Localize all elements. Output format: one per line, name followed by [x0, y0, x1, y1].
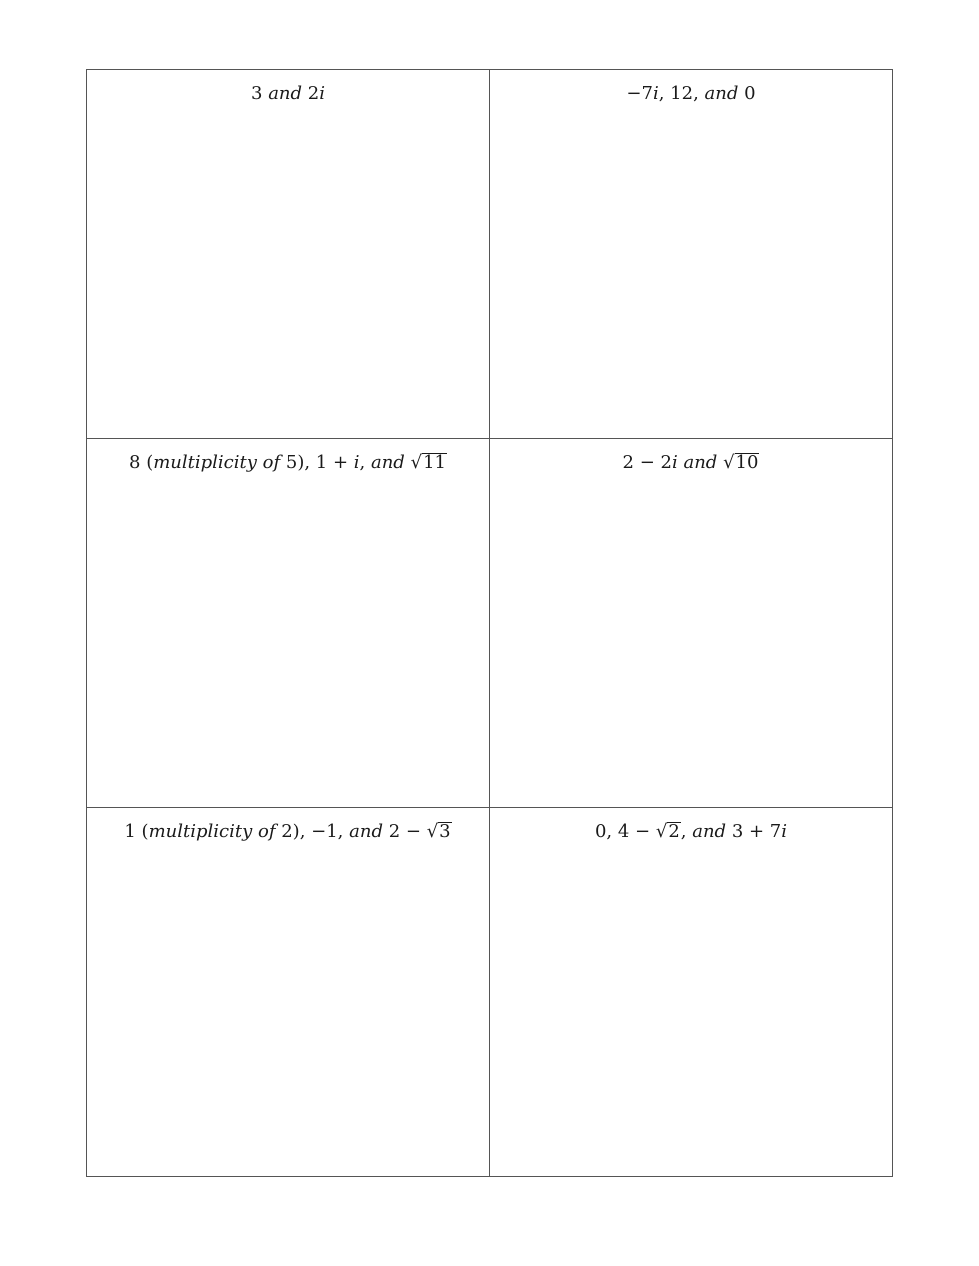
table-cell — [87, 808, 490, 1177]
table-cell — [490, 70, 893, 439]
table-cell — [87, 70, 490, 439]
roots-table — [86, 69, 893, 1177]
table-row — [87, 439, 893, 808]
table-cell — [87, 439, 490, 808]
roots-label: −7i, 12, and 0 — [626, 83, 756, 104]
roots-label: 8 (multiplicity of 5), 1 + i, and √11 — [129, 452, 446, 473]
roots-label: 2 − 2i and √10 — [622, 452, 759, 473]
table-row — [87, 808, 893, 1177]
roots-label: 3 and 2i — [251, 83, 325, 104]
table-cell — [490, 439, 893, 808]
table-row — [87, 70, 893, 439]
table-cell — [490, 808, 893, 1177]
roots-label: 1 (multiplicity of 2), −1, and 2 − √3 — [124, 821, 451, 842]
roots-label: 0, 4 − √2, and 3 + 7i — [594, 821, 788, 842]
